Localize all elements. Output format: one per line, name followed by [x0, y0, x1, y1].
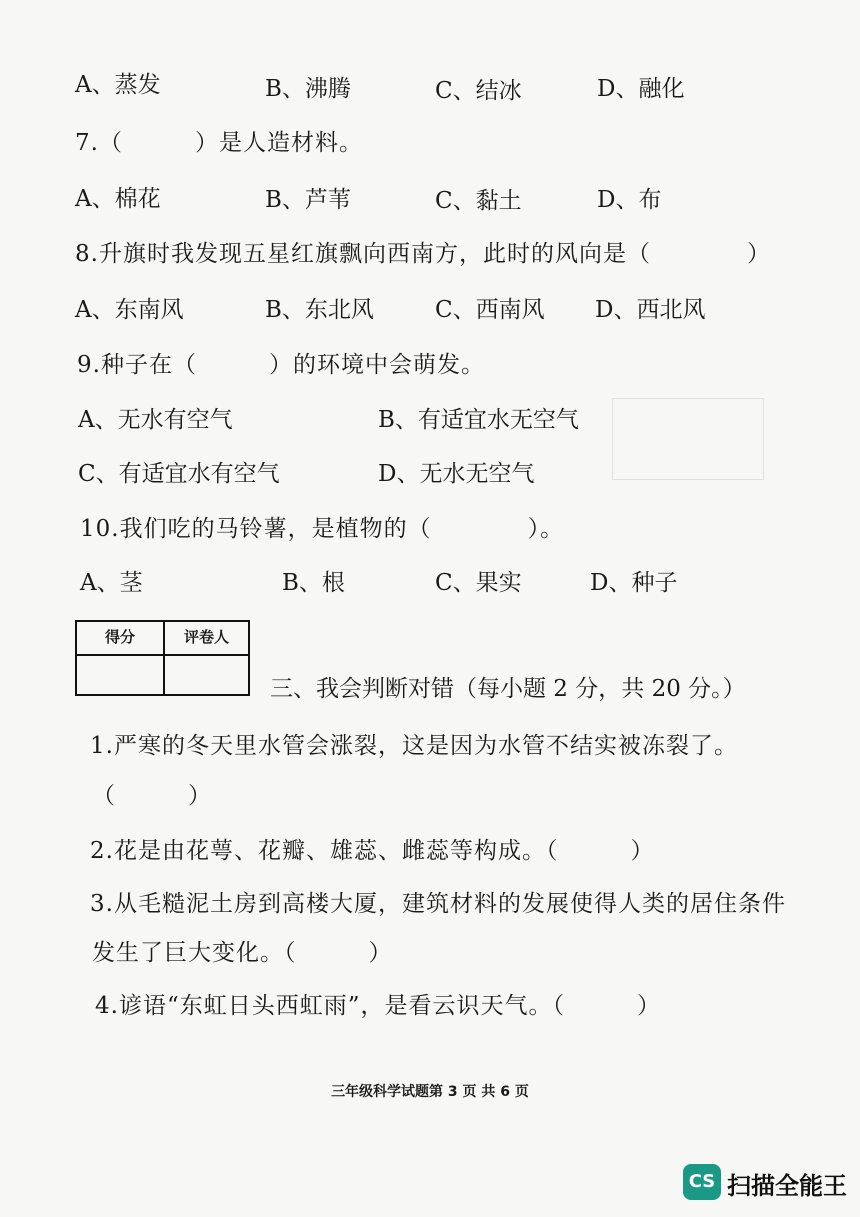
tf-q4: 4.谚语“东虹日头西虹雨”，是看云识天气。（ ） — [95, 993, 661, 1019]
page-footer: 三年级科学试题第 3 页 共 6 页 — [331, 1084, 529, 1100]
q8-option-a: A、东南风 — [75, 297, 184, 323]
q9-option-d: D、无水无空气 — [378, 461, 535, 487]
section-3-title: 三、我会判断对错（每小题 2 分，共 20 分。） — [270, 676, 746, 702]
q10-stem: 10.我们吃的马铃薯，是植物的（ ）。 — [80, 516, 565, 542]
q8-option-d: D、西北风 — [595, 297, 706, 323]
q9-option-b: B、有适宜水无空气 — [378, 407, 579, 433]
tf-q3-line1: 3.从毛糙泥土房到高楼大厦，建筑材料的发展使得人类的居住条件 — [90, 891, 786, 917]
camscanner-logo-icon: CS — [683, 1164, 721, 1200]
q7-stem: 7.（ ）是人造材料。 — [75, 130, 363, 156]
tf-q1-line1: 1.严寒的冬天里水管会涨裂，这是因为水管不结实被冻裂了。 — [90, 733, 738, 759]
score-cell — [77, 656, 165, 694]
camscanner-watermark-text: 扫描全能王 — [727, 1172, 847, 1200]
grader-label: 评卷人 — [165, 622, 248, 656]
score-label: 得分 — [77, 622, 165, 656]
q6-option-a: A、蒸发 — [75, 72, 161, 98]
q9-option-c: C、有适宜水有空气 — [78, 461, 280, 487]
q6-option-b: B、沸腾 — [265, 76, 351, 102]
q7-option-c: C、黏土 — [435, 188, 522, 214]
tf-q2: 2.花是由花萼、花瓣、雄蕊、雌蕊等构成。（ ） — [90, 838, 655, 864]
q6-option-d: D、融化 — [597, 76, 685, 102]
bleed-through-box — [612, 398, 764, 480]
q9-option-a: A、无水有空气 — [78, 407, 233, 433]
q10-option-a: A、茎 — [80, 570, 143, 596]
q7-option-a: A、棉花 — [75, 186, 161, 212]
q7-option-d: D、布 — [597, 187, 662, 213]
score-table — [75, 620, 250, 696]
q8-option-b: B、东北风 — [265, 297, 374, 323]
q6-option-c: C、结冰 — [435, 78, 522, 104]
tf-q3-line2: 发生了巨大变化。（ ） — [92, 940, 393, 966]
q7-option-b: B、芦苇 — [265, 187, 351, 213]
q10-option-b: B、根 — [282, 570, 345, 596]
q9-stem: 9.种子在（ ）的环境中会萌发。 — [77, 352, 485, 378]
tf-q1-line2: （ ） — [92, 783, 212, 809]
q8-option-c: C、西南风 — [435, 297, 545, 323]
q8-stem: 8.升旗时我发现五星红旗飘向西南方，此时的风向是（ ） — [75, 241, 771, 267]
q10-option-d: D、种子 — [590, 570, 678, 596]
grader-cell — [165, 656, 248, 694]
q10-option-c: C、果实 — [435, 570, 522, 596]
